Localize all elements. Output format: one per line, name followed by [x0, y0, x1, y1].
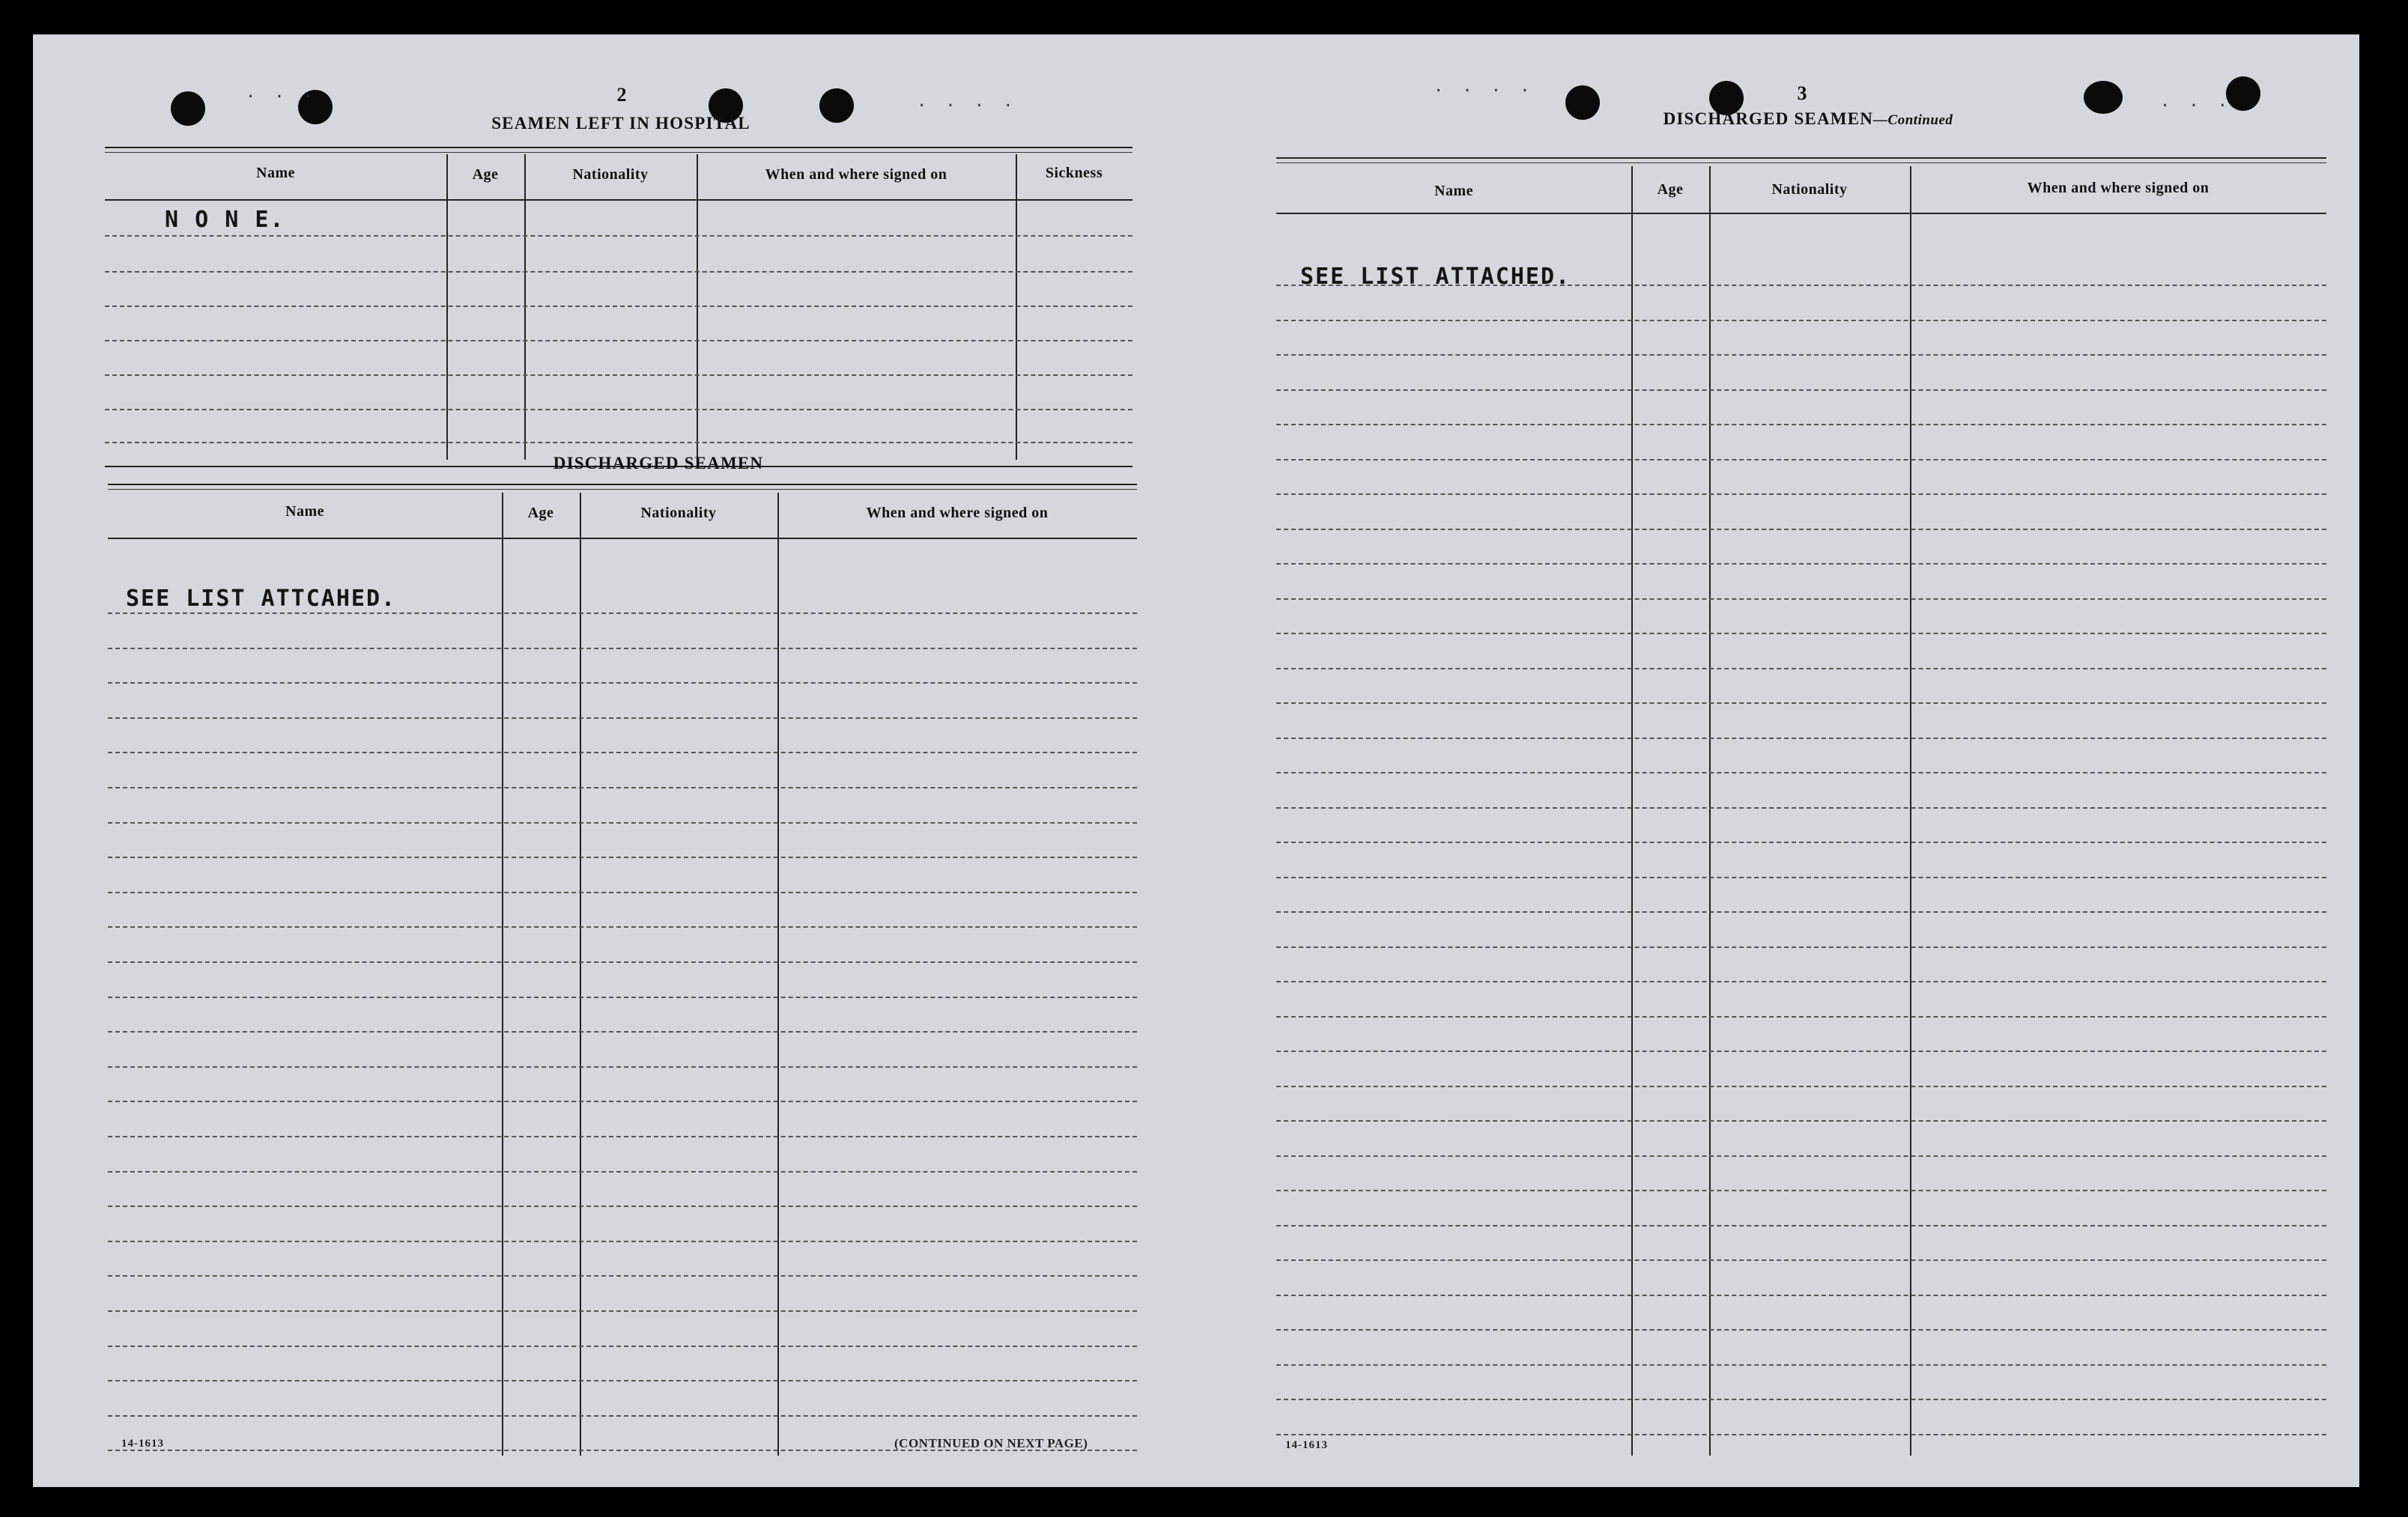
form-number: 14-1613 — [121, 1438, 164, 1450]
column-header-name: Name — [256, 165, 295, 181]
ruled-line — [1276, 1364, 2326, 1366]
ruled-line — [1276, 320, 2326, 321]
ruled-line — [108, 1241, 1137, 1242]
column-header-signed-on: When and where signed on — [765, 166, 947, 183]
column-divider — [446, 154, 448, 460]
ruled-line — [1276, 598, 2326, 600]
ruled-line — [1276, 946, 2326, 948]
ruled-line — [1276, 738, 2326, 739]
ruled-line — [108, 1346, 1137, 1347]
ruled-line — [1276, 389, 2326, 391]
scan-specks: . . . . — [917, 93, 1018, 112]
page-number: 2 — [616, 84, 627, 106]
typed-entry-none: N O N E. — [165, 207, 285, 233]
ruled-line — [108, 1206, 1137, 1207]
document-sheet — [33, 34, 2359, 1487]
column-header-nationality: Nationality — [640, 505, 717, 521]
ruled-line — [108, 1380, 1137, 1381]
page-number: 3 — [1797, 82, 1807, 104]
ruled-line — [108, 1101, 1137, 1102]
ruled-line — [1276, 981, 2326, 982]
ruled-line — [1276, 1225, 2326, 1226]
ruled-line — [105, 374, 1132, 376]
ruled-line — [1276, 668, 2326, 669]
column-header-signed-on: When and where signed on — [2027, 180, 2210, 196]
ruled-line — [1276, 911, 2326, 913]
typed-entry-see-list: SEE LIST ATTCAHED. — [126, 586, 397, 612]
ruled-line — [1276, 1051, 2326, 1052]
scan-specks: . . . . — [1434, 78, 1535, 97]
ruled-line — [1276, 1399, 2326, 1400]
title-suffix: —Continued — [1873, 112, 1953, 128]
binder-hole — [171, 91, 205, 126]
ruled-line — [1276, 633, 2326, 634]
column-divider — [1709, 166, 1711, 1456]
discharged-table-continued — [1276, 157, 2326, 1460]
column-header-sickness: Sickness — [1045, 165, 1103, 181]
ruled-line — [1276, 424, 2326, 425]
ruled-line — [1276, 529, 2326, 530]
form-number: 14-1613 — [1285, 1439, 1328, 1451]
ruled-line — [108, 648, 1137, 649]
table-top-rule — [1276, 157, 2326, 159]
ruled-line — [1276, 1190, 2326, 1191]
binder-hole — [2084, 81, 2123, 114]
ruled-line — [105, 340, 1132, 341]
ruled-line — [108, 1136, 1137, 1137]
table-top-rule — [105, 147, 1132, 148]
ruled-line — [1276, 1016, 2326, 1018]
ruled-line — [1276, 1434, 2326, 1435]
ruled-line — [108, 1310, 1137, 1312]
discharged-table — [108, 484, 1137, 1459]
ruled-line — [1276, 807, 2326, 809]
scan-specks: . . . — [2160, 93, 2233, 112]
column-divider — [524, 154, 526, 460]
ruled-line — [1276, 1295, 2326, 1296]
ruled-line — [108, 1275, 1137, 1277]
ruled-line — [108, 1415, 1137, 1417]
ruled-line — [108, 997, 1137, 998]
ruled-line — [1276, 459, 2326, 460]
ruled-line — [108, 752, 1137, 753]
table-top-rule — [1276, 162, 2326, 163]
ruled-line — [1276, 1120, 2326, 1122]
ruled-line — [1276, 1155, 2326, 1157]
ruled-line — [1276, 877, 2326, 878]
ruled-line — [105, 409, 1132, 410]
continued-note: (CONTINUED ON NEXT PAGE) — [894, 1436, 1088, 1450]
column-divider — [1910, 166, 1911, 1456]
table-top-rule — [108, 489, 1137, 490]
ruled-line — [105, 442, 1132, 443]
column-header-name: Name — [285, 503, 324, 520]
title-text: DISCHARGED SEAMEN — [1663, 109, 1874, 128]
ruled-line — [108, 787, 1137, 788]
ruled-line — [108, 926, 1137, 928]
header-rule — [105, 199, 1132, 201]
ruled-line — [108, 1066, 1137, 1068]
ruled-line — [1276, 1259, 2326, 1261]
column-divider — [1631, 166, 1633, 1456]
column-header-signed-on: When and where signed on — [866, 505, 1049, 521]
ruled-line — [108, 1171, 1137, 1173]
column-header-nationality: Nationality — [572, 166, 649, 183]
ruled-line — [108, 1031, 1137, 1033]
ruled-line — [108, 857, 1137, 858]
scan-specks: . . . — [246, 84, 318, 103]
section-title-discharged-continued — [1606, 109, 2010, 129]
column-divider — [697, 154, 698, 460]
typed-entry-see-list: SEE LIST ATTACHED. — [1300, 264, 1571, 290]
header-rule — [108, 538, 1137, 539]
hospital-table — [105, 147, 1132, 467]
column-header-nationality: Nationality — [1771, 181, 1848, 198]
header-rule — [1276, 213, 2326, 214]
table-top-rule — [105, 152, 1132, 153]
ruled-line — [1276, 1086, 2326, 1087]
column-header-age: Age — [472, 166, 499, 183]
ruled-line — [108, 892, 1137, 893]
ruled-line — [105, 235, 1132, 237]
ruled-line — [105, 305, 1132, 307]
ruled-line — [1276, 563, 2326, 565]
ruled-line — [1276, 702, 2326, 704]
ruled-line — [1276, 772, 2326, 773]
section-title-hospital: SEAMEN LEFT IN HOSPITAL — [491, 114, 750, 133]
ruled-line — [1276, 842, 2326, 843]
ruled-line — [108, 612, 1137, 614]
ruled-line — [1276, 285, 2326, 286]
ruled-line — [108, 961, 1137, 963]
ruled-line — [108, 682, 1137, 684]
column-header-name: Name — [1434, 183, 1473, 199]
ruled-line — [1276, 1329, 2326, 1331]
binder-hole — [1565, 85, 1600, 120]
ruled-line — [1276, 354, 2326, 356]
ruled-line — [108, 822, 1137, 824]
section-title-discharged: DISCHARGED SEAMEN — [553, 454, 764, 472]
column-header-age: Age — [527, 505, 554, 521]
column-header-age: Age — [1657, 181, 1684, 198]
ruled-line — [105, 271, 1132, 273]
column-divider — [1016, 154, 1017, 460]
table-top-rule — [108, 484, 1137, 485]
ruled-line — [108, 717, 1137, 719]
ruled-line — [1276, 493, 2326, 495]
